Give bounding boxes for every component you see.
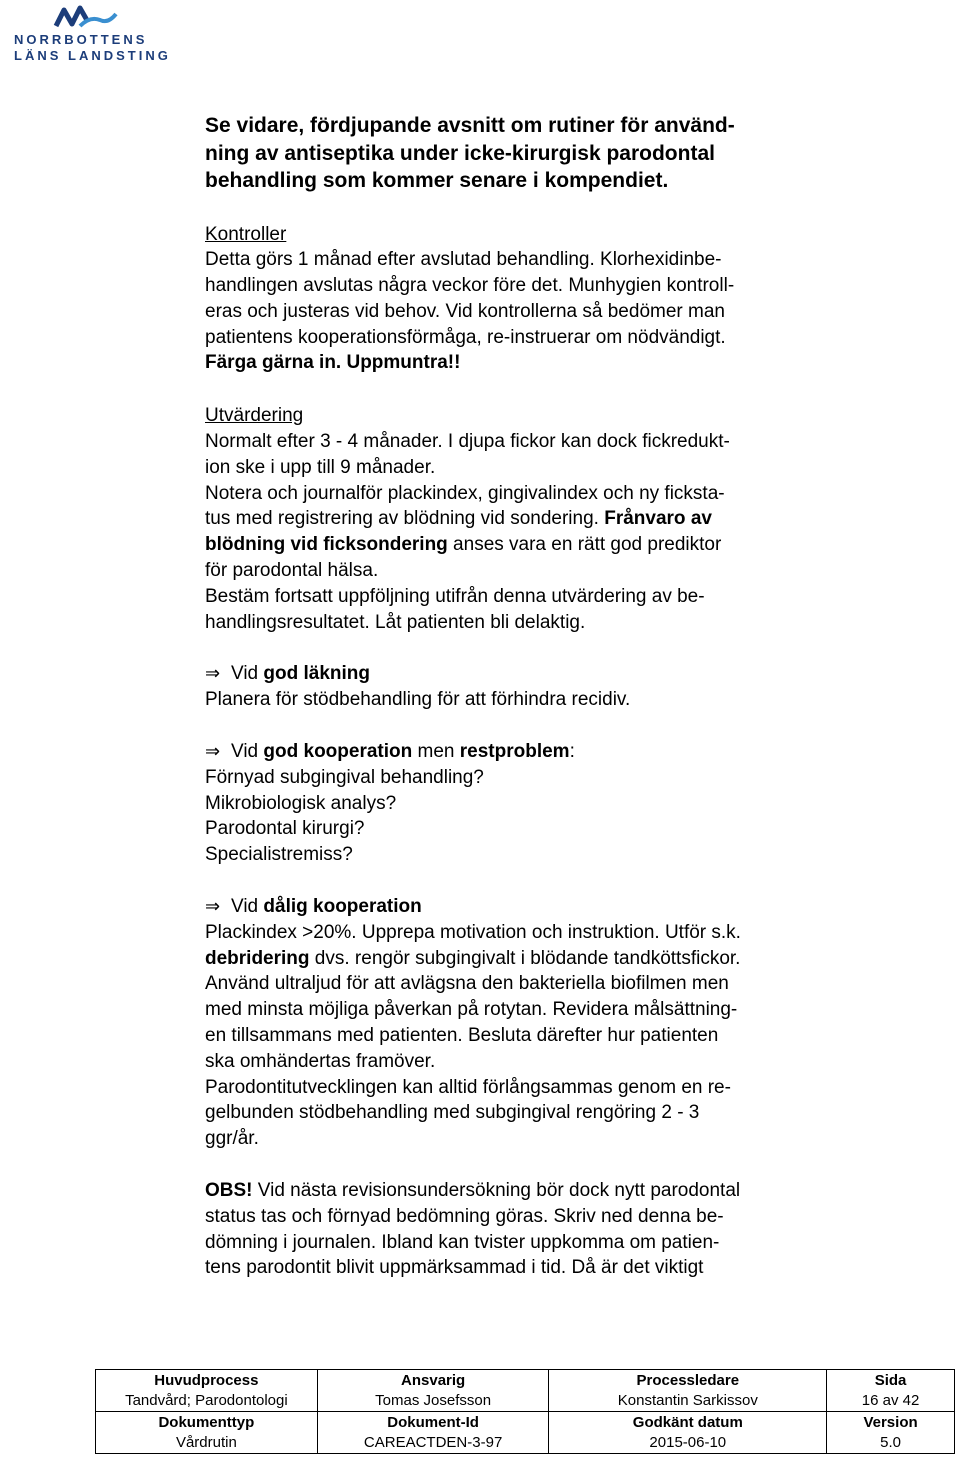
dalig-kooperation-heading [205,894,855,920]
footer-label: Dokument-Id [387,1413,479,1431]
footer-label: Sida [874,1371,907,1389]
dalig-line: med minsta möjliga påverkan på rotytan. Revidera målsättning- [205,999,738,1021]
obs-line: status tas och förnyad bedömning göras. Skriv ned denna be- [205,1205,724,1227]
dalig-line: Plackindex >20%. Upprepa motivation och instruktion. Utför s.k. [205,921,741,943]
footer-cell-processledare [549,1370,827,1412]
intro-line: Se vidare, fördjupande avsnitt om rutiner för använd- [205,114,735,137]
utvardering-line: Notera och journalför plackindex, gingivalindex och ny fickstа- [205,482,725,504]
intro-line: behandling som kommer senare i kompendiet. [205,169,669,192]
kontroller-line: Detta görs 1 månad efter avslutad behandling. Klorhexidinbe- [205,249,722,271]
kontroller-line: patientens kooperationsförmåga, re-instruerar om nödvändigt. [205,326,726,348]
utvardering-line: Normalt efter 3 - 4 månader. I djupa fickor kan dock fickredukt- [205,431,730,453]
utvardering-text: anses vara en rätt god prediktor [447,534,722,556]
kontroller-line: eras och justeras vid behov. Vid kontrollerna så bedömer man [205,300,725,322]
list-item: Parodontal kirurgi? [205,818,365,840]
table-row [96,1412,955,1454]
obs-line [205,1178,855,1204]
obs-line: tens parodontit blivit uppmärksammad i tid. Då är det viktigt [205,1257,704,1279]
footer-value: Tomas Josefsson [375,1391,492,1409]
footer-label: Version [863,1413,918,1431]
obs-bold: OBS! [205,1180,253,1201]
dalig-line: Parodontitutvecklingen kan alltid förlångsammas genom en re- [205,1076,731,1098]
utvardering-bold: Frånvaro av [604,508,712,530]
footer-label: Godkänt datum [632,1413,743,1431]
list-item: Specialistremiss? [205,844,353,866]
utvardering-line [205,532,855,558]
footer-label: Processledare [636,1371,740,1389]
logo-mark-icon [50,4,120,30]
footer-cell-godkant [549,1412,827,1454]
obs-text: Vid nästa revisionsundersökning bör dock nytt parodontal [252,1180,741,1201]
footer-cell-huvudprocess [96,1370,318,1412]
utvardering-text: tus med registrering av blödning vid sondering. [205,508,599,530]
dalig-line: Använd ultraljud för att avlägsna den bakteriella biofilmen men [205,973,729,995]
right-double-arrow-icon: ⇒ [205,663,221,685]
dalig-line: gelbunden stödbehandling med subgingival rengöring 2 - 3 [205,1102,700,1124]
footer-label: Huvudprocess [154,1371,259,1389]
utvardering-line [205,506,855,532]
god-lakning-line: Planera för stödbehandling för att förhindra recidiv. [205,689,631,711]
intro-heading [205,112,855,195]
dalig-kooperation-prefix: Vid [231,896,264,918]
dalig-line: en tillsammans med patienten. Besluta därefter hur patienten [205,1025,719,1047]
footer-cell-sida [827,1370,955,1412]
utvardering-line: ion ske i upp till 9 månader. [205,456,436,478]
utvardering-line: för parodontal hälsa. [205,560,379,582]
dalig-line: ska omhändertas framöver. [205,1050,436,1072]
footer-value: Konstantin Sarkissov [617,1391,758,1409]
dalig-line: ggr/år. [205,1128,259,1150]
utvardering-bold: blödning vid ficksondering [205,534,448,556]
logo-text-line1: NORRBOTTENS [14,32,148,47]
god-kooperation-mid: men [412,741,460,763]
list-item: Mikrobiologisk analys? [205,792,397,814]
dalig-text: dvs. rengör subgingivalt i blödande tandköttsfickor. [309,947,741,969]
footer-value: Tandvård; Parodontologi [125,1391,288,1409]
footer-cell-dokumenttyp [96,1412,318,1454]
footer-label: Dokumenttyp [158,1413,255,1431]
organization-logo [10,4,170,64]
god-lakning-heading [205,661,855,687]
document-body [205,112,855,1281]
footer-value: 16 av 42 [861,1391,920,1409]
god-kooperation-bold: god kooperation [263,741,413,763]
debridering-bold: debridering [205,947,310,969]
utvardering-line: handlingsresultatet. Låt patienten bli delaktig. [205,611,586,633]
god-kooperation-heading [205,739,855,765]
god-kooperation-prefix: Vid [231,741,264,763]
table-row [96,1370,955,1412]
right-double-arrow-icon: ⇒ [205,896,221,918]
list-item: Förnyad subgingival behandling? [205,766,484,788]
footer-cell-ansvarig [317,1370,549,1412]
right-double-arrow-icon: ⇒ [205,741,221,763]
intro-line: ning av antiseptika under icke-kirurgisk parodontal [205,141,715,165]
footer-value: Vårdrutin [175,1433,237,1451]
kontroller-heading: Kontroller [205,223,287,245]
footer-cell-version [827,1412,955,1454]
utvardering-heading: Utvärdering [205,405,304,427]
god-kooperation-suffix: : [569,741,575,763]
footer-value: 2015-06-10 [649,1433,727,1451]
footer-cell-dokumentid [317,1412,549,1454]
dalig-kooperation-bold: dålig kooperation [263,896,422,918]
logo-text-line2: LÄNS LANDSTING [14,48,171,63]
utvardering-line: Bestäm fortsatt uppföljning utifrån denna utvärdering av be- [205,585,705,607]
god-lakning-bold: god läkning [263,663,371,685]
dalig-line [205,946,855,972]
footer-label: Ansvarig [401,1371,466,1389]
god-lakning-prefix: Vid [231,663,264,685]
document-footer-table [95,1369,955,1454]
kontroller-bold-line: Färga gärna in. Uppmuntra!! [205,352,461,374]
footer-value: CAREACTDEN-3-97 [363,1433,503,1451]
obs-line: dömning i journalen. Ibland kan tvister uppkomma om patien- [205,1231,720,1253]
restproblem-bold: restproblem [459,741,570,763]
kontroller-line: handlingen avslutas några veckor före det. Munhygien kontroll- [205,275,735,297]
footer-value: 5.0 [880,1433,901,1451]
